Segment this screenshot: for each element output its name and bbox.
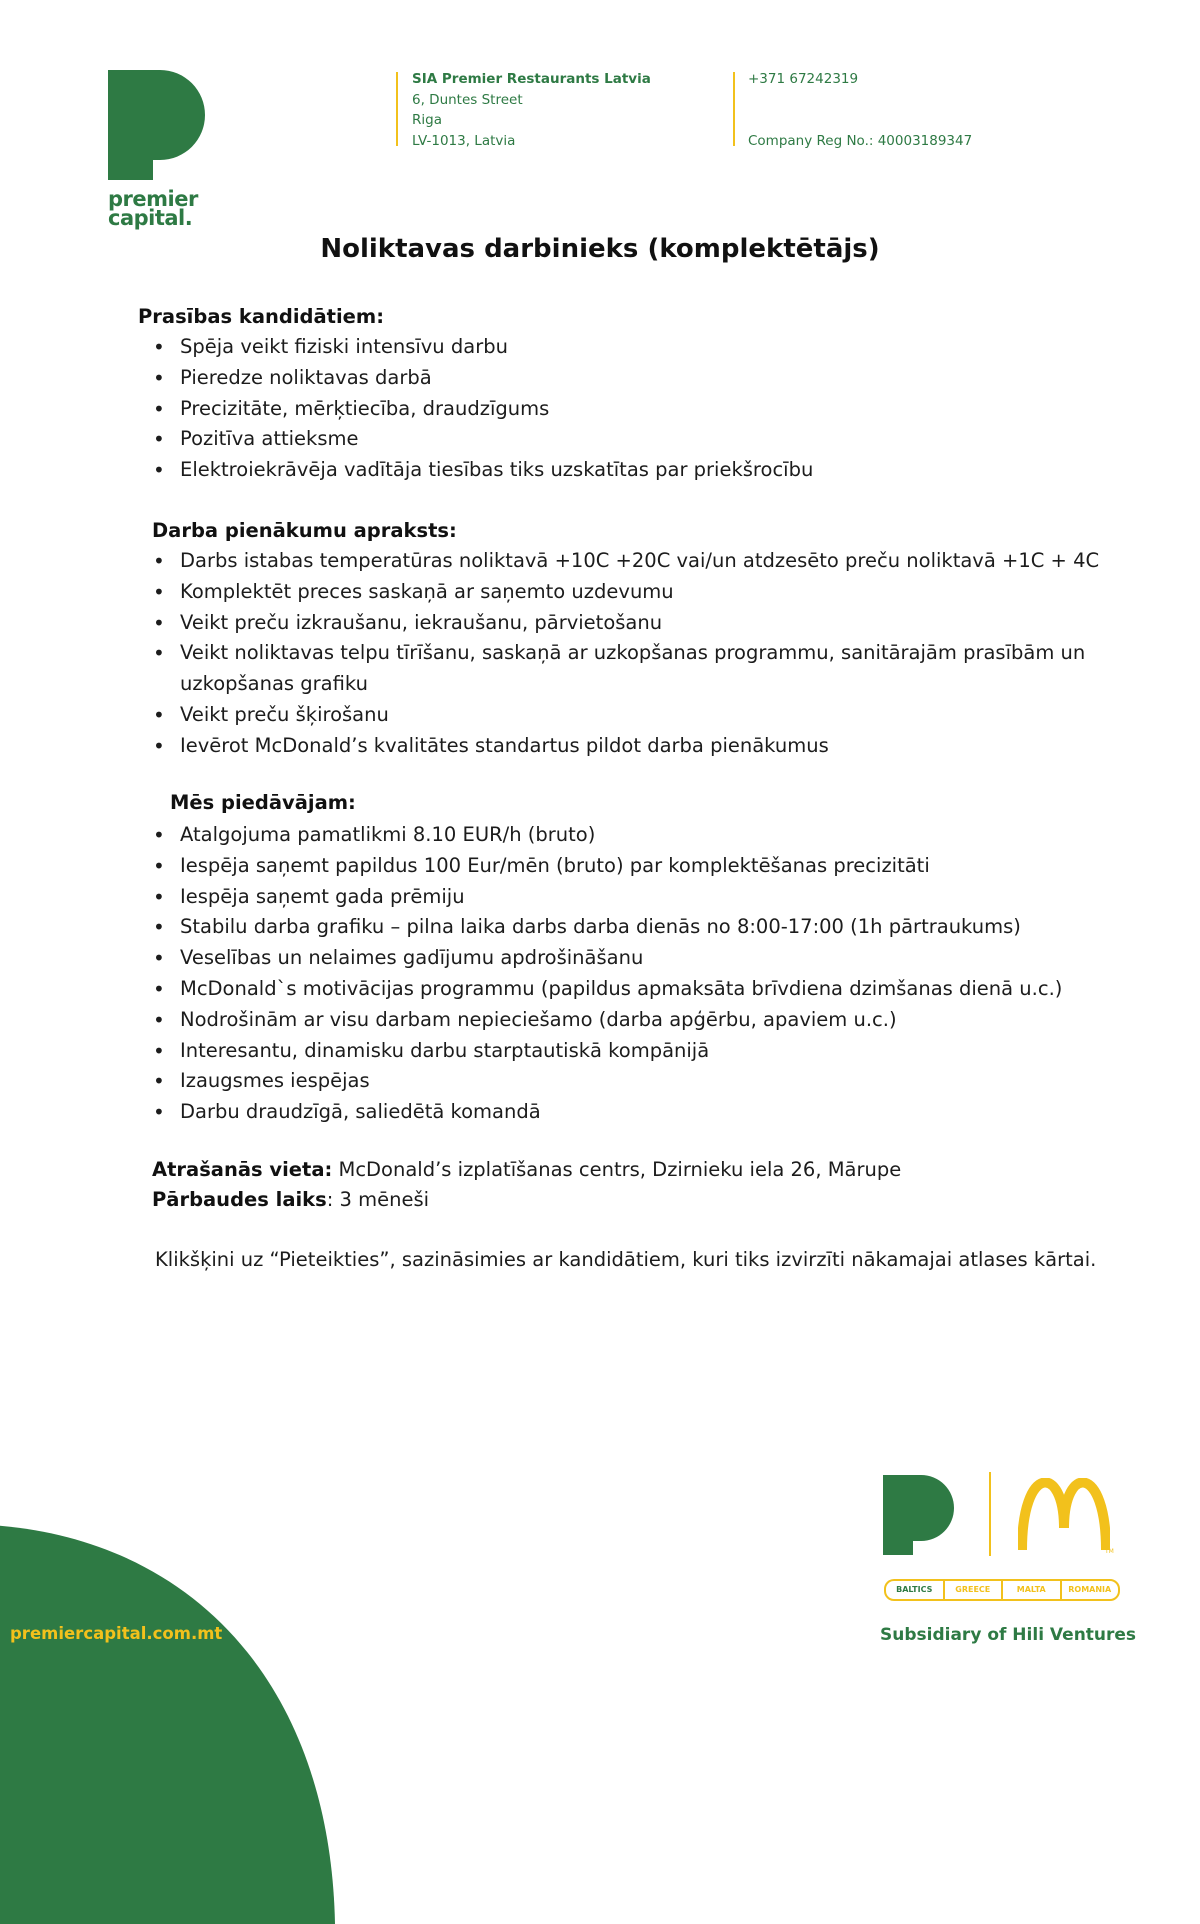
company-city: Riga: [412, 112, 442, 128]
company-reg-no: Company Reg No.: 40003189347: [748, 132, 973, 149]
duties-item: • Komplektēt preces saskaņā ar saņemto uzdevumu: [150, 577, 1110, 608]
requirements-heading: Prasības kandidātiem:: [138, 305, 384, 328]
requirements-item: • Pozitīva attieksme: [150, 424, 1110, 455]
premier-p-footer-icon: [883, 1475, 955, 1555]
requirements-item: • Spēja veikt fiziski intensīvu darbu: [150, 332, 1110, 363]
subsidiary-text: Subsidiary of Hili Ventures: [880, 1625, 1137, 1645]
company-address-block: [412, 69, 651, 151]
location-label: Atrašanās vieta:: [152, 1158, 333, 1181]
page-title: Noliktavas darbinieks (komplektētājs): [320, 234, 880, 264]
company-name: SIA Premier Restaurants Latvia: [412, 71, 651, 87]
footer-green-shape: [0, 1524, 340, 1924]
probation-line: [152, 1188, 429, 1211]
offer-item: • Interesantu, dinamisku darbu starptautiskā kompānijā: [150, 1036, 1110, 1067]
offer-heading: Mēs piedāvājam:: [170, 791, 356, 814]
region-baltics: BALTICS: [896, 1585, 933, 1594]
logo-line-2: capital.: [108, 206, 193, 230]
duties-item: • Veikt noliktavas telpu tīrīšanu, saskaņā ar uzkopšanas programmu, sanitārajām prasībām un uzkopšanas grafiku: [150, 638, 1110, 700]
logo-line-1: premier: [108, 187, 198, 211]
location-value: McDonald’s izplatīšanas centrs, Dzirnieku iela 26, Mārupe: [332, 1158, 902, 1181]
duties-item: • Veikt preču šķirošanu: [150, 700, 1110, 731]
probation-value: : 3 mēneši: [326, 1188, 430, 1211]
offer-item: • Iespēja saņemt gada prēmiju: [150, 882, 1110, 913]
offer-list: [150, 820, 1110, 1128]
region-greece: GREECE: [943, 1581, 1002, 1599]
duties-item: • Ievērot McDonald’s kvalitātes standartus pildot darba pienākumus: [150, 731, 1110, 762]
region-malta: MALTA: [1001, 1581, 1060, 1599]
requirements-list: [150, 332, 1110, 486]
offer-item: • McDonald`s motivācijas programmu (papildus apmaksāta brīvdiena dzimšanas dienā u.c.): [150, 974, 1110, 1005]
trademark-mark: TM: [1105, 1548, 1114, 1555]
offer-item: • Veselības un nelaimes gadījumu apdrošināšanu: [150, 943, 1110, 974]
call-to-action-text: Klikšķini uz “Pieteikties”, sazināsimies ar kandidātiem, kuri tiks izvirzīti nākamajai atlases kārtai.: [155, 1248, 1097, 1271]
header-divider-2: [733, 72, 735, 146]
header-divider-1: [396, 72, 398, 146]
company-postal: LV-1013, Latvia: [412, 132, 516, 149]
regions-badge: [884, 1579, 1120, 1601]
offer-item: • Stabilu darba grafiku – pilna laika darbs darba dienās no 8:00-17:00 (1h pārtraukums): [150, 912, 1110, 943]
premier-capital-logo-icon: [108, 70, 208, 180]
probation-label: Pārbaudes laiks: [152, 1188, 327, 1211]
offer-item: • Iespēja saņemt papildus 100 Eur/mēn (bruto) par komplektēšanas precizitāti: [150, 851, 1110, 882]
offer-item: • Darbu draudzīgā, saliedētā komandā: [150, 1097, 1110, 1128]
location-line: [152, 1158, 901, 1181]
footer-website-link[interactable]: premiercapital.com.mt: [10, 1624, 223, 1643]
duties-heading: Darba pienākumu apraksts:: [152, 519, 457, 542]
duties-list: [150, 546, 1110, 762]
requirements-item: • Elektroiekrāvēja vadītāja tiesības tiks uzskatītas par priekšrocību: [150, 455, 1110, 486]
mcdonalds-arches-icon: [1018, 1478, 1110, 1550]
company-phone: +371 67242319: [748, 71, 859, 87]
company-contact-block: [748, 69, 972, 151]
logo-divider: [989, 1472, 991, 1556]
duties-item: • Darbs istabas temperatūras noliktavā +10C +20C vai/un atdzesēto preču noliktavā +1C + 4C: [150, 546, 1110, 577]
duties-item: • Veikt preču izkraušanu, iekraušanu, pārvietošanu: [150, 608, 1110, 639]
requirements-item: • Precizitāte, mērķtiecība, draudzīgums: [150, 394, 1110, 425]
company-street: 6, Duntes Street: [412, 91, 523, 108]
premier-capital-logo-text: [108, 187, 198, 230]
requirements-item: • Pieredze noliktavas darbā: [150, 363, 1110, 394]
offer-item: • Izaugsmes iespējas: [150, 1066, 1110, 1097]
offer-item: • Atalgojuma pamatlikmi 8.10 EUR/h (bruto): [150, 820, 1110, 851]
region-romania: ROMANIA: [1060, 1581, 1119, 1599]
offer-item: • Nodrošinām ar visu darbam nepieciešamo (darba apģērbu, apaviem u.c.): [150, 1005, 1110, 1036]
